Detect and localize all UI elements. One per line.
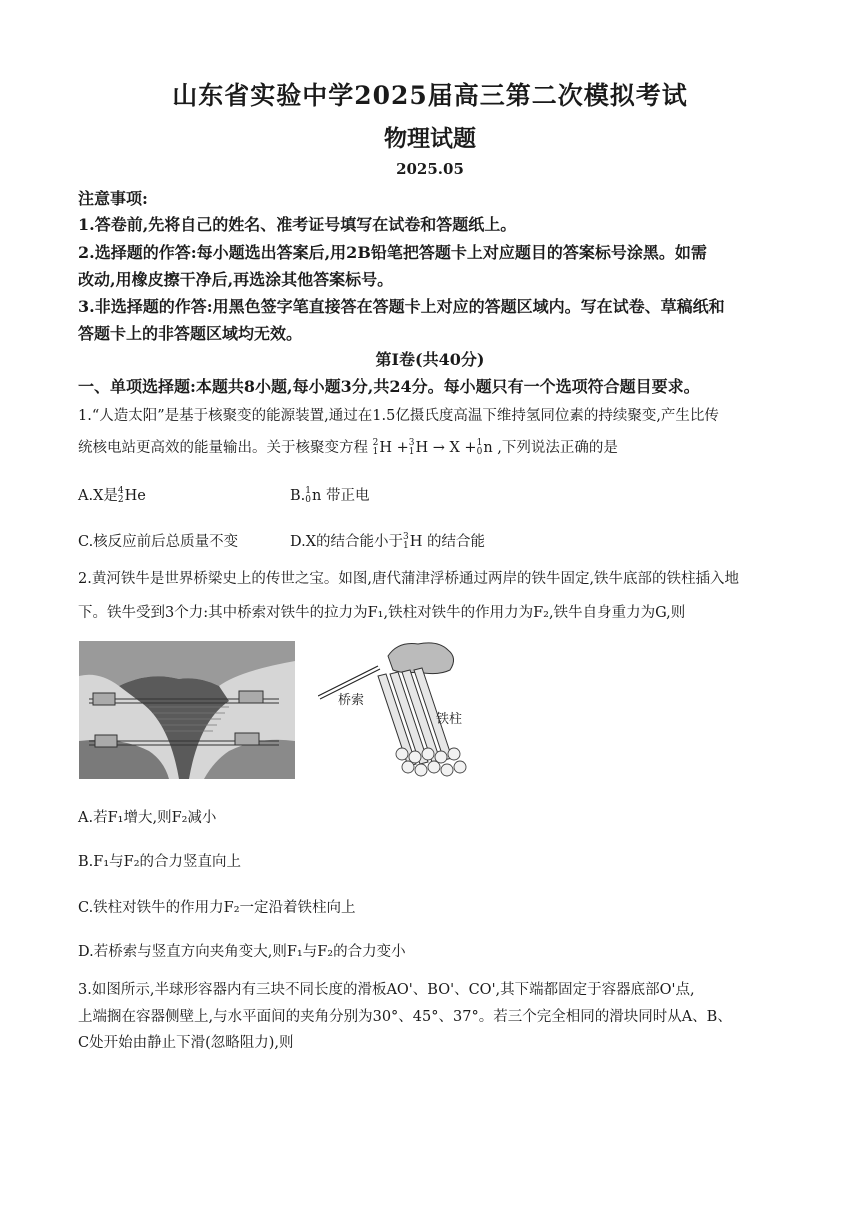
notice-item-2-line1: 2.选择题的作答:每小题选出答案后,用2B铅笔把答题卡上对应题目的答案标号涂黑。如需 [78,243,707,262]
notice-heading: 注意事项: [78,189,148,208]
label-iron-pillar: 铁柱 [436,711,463,726]
foundation-stones [396,748,466,776]
q2-option-c: C.铁柱对铁牛的作用力F₂一定沿着铁柱向上 [78,900,356,916]
q2-option-a: A.若F₁增大,则F₂减小 [78,810,217,826]
q2-option-b: B.F₁与F₂的合力竖直向上 [78,854,242,870]
part1-heading: 一、单项选择题:本题共8小题,每小题3分,共24分。每小题只有一个选项符合题目要求。 [78,377,700,396]
subject-title: 物理试题 [384,125,476,152]
q1-stem-line1: 1.“人造太阳”是基于核聚变的能源装置,通过在1.5亿摄氏度高温下维持氢同位素的持续聚变,产生比传 [78,408,719,424]
q1-stem-line2: 统核电站更高效的能量输出。关于核聚变方程 2 1 H + 3 1 H → X + 1 0 n ,下列说法正确的是 [78,438,618,457]
notice-item-3-line2: 答题卡上的非答题区域均无效。 [78,324,303,343]
exam-date: 2025.05 [396,160,464,178]
exam-title: 山东省实验中学2025届高三第二次模拟考试 [172,81,688,110]
q1-option-c: C.核反应前后总质量不变 [78,534,239,550]
q1-option-d: D.X的结合能小于 3 1 H 的结合能 [290,532,486,551]
q2-option-d: D.若桥索与竖直方向夹角变大,则F₁与F₂的合力变小 [78,944,406,960]
q3-stem-line1: 3.如图所示,半球形容器内有三块不同长度的滑板AO'、BO'、CO',其下端都固定于容器底部O'点, [78,982,695,998]
q1-option-b: B. 1 0 n 带正电 [290,486,370,505]
notice-item-3-line1: 3.非选择题的作答:用黑色签字笔直接答在答题卡上对应的答题区域内。写在试卷、草稿纸和 [78,297,725,316]
notice-item-1: 1.答卷前,先将自己的姓名、准考证号填写在试卷和答题纸上。 [78,215,517,234]
q3-stem-line2: 上端搁在容器侧壁上,与水平面间的夹角分别为30°、45°、37°。若三个完全相同的滑块同时从A、B、 [78,1009,732,1025]
q2-stem-line2: 下。铁牛受到3个力:其中桥索对铁牛的拉力为F₁,铁柱对铁牛的作用力为F₂,铁牛自身重力为G,则 [78,605,686,621]
river-bridge-illustration [79,641,295,779]
q1-option-a: A.X是 4 2 He [78,486,146,505]
label-bridge-cable: 桥索 [338,692,365,707]
notice-item-2-line2: 改动,用橡皮擦干净后,再选涂其他答案标号。 [78,270,394,289]
iron-ox-diagram [318,636,468,784]
q2-stem-line1: 2.黄河铁牛是世界桥梁史上的传世之宝。如图,唐代蒲津浮桥通过两岸的铁牛固定,铁牛底部的铁柱插入地 [78,571,740,587]
volume-heading: 第Ⅰ卷(共40分) [375,350,485,369]
q3-stem-line3: C处开始由静止下滑(忽略阻力),则 [78,1035,294,1051]
fusion-equation: 2 1 H + 3 1 H → X + 1 0 n [372,438,498,457]
